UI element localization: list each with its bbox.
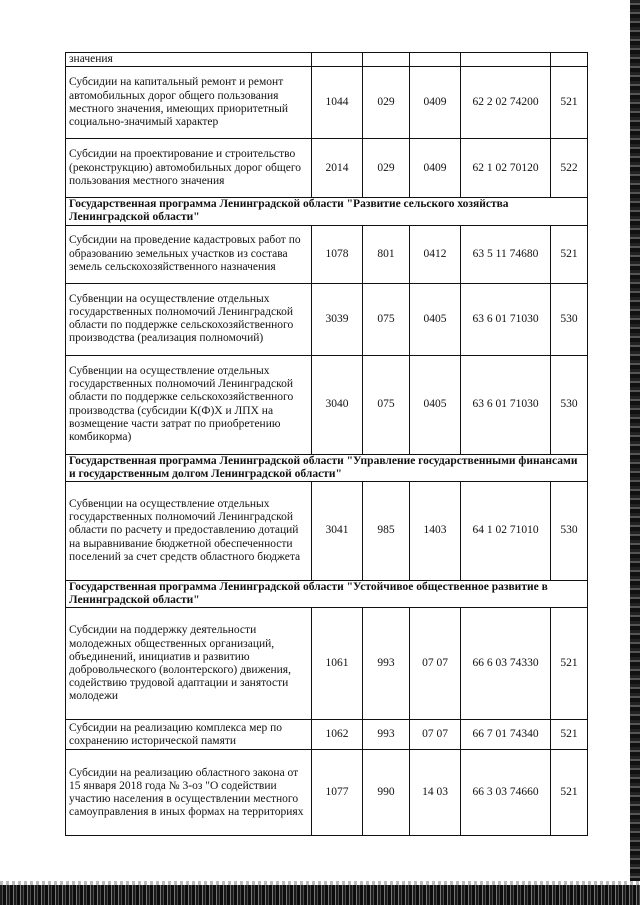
code-cell: 3039 (312, 283, 363, 355)
table-row (66, 283, 588, 355)
table-row (66, 67, 588, 139)
subsidy-name-cell: Субсидии на поддержку деятельности молодежных общественных организаций, объединений, инициатив и развитию добровольческого (волонтерского) движения, содействию трудовой адаптации и занятости молодежи (66, 608, 312, 720)
section-code-cell: 07 07 (410, 608, 461, 720)
code-cell: 2014 (312, 139, 363, 198)
target-article-cell: 66 7 01 74340 (461, 720, 551, 750)
expense-type-cell: 521 (551, 67, 588, 139)
table-row (66, 355, 588, 454)
section-row (66, 581, 588, 608)
section-code-cell: 0405 (410, 283, 461, 355)
expense-type-cell: 521 (551, 750, 588, 836)
expense-type-cell: 521 (551, 608, 588, 720)
program-title: Государственная программа Ленинградской области "Устойчивое общественное развитие в Ленинградской области" (66, 581, 588, 608)
table-row (66, 720, 588, 750)
program-title: Государственная программа Ленинградской области "Управление государственными финансами и государственным долгом Ленинградской области" (66, 454, 588, 481)
ministry-code-cell: 801 (363, 225, 410, 283)
code-cell: 1061 (312, 608, 363, 720)
subsidy-name-cell: значения (66, 53, 312, 67)
target-article-cell: 63 6 01 71030 (461, 355, 551, 454)
code-cell: 1044 (312, 67, 363, 139)
section-code-cell: 07 07 (410, 720, 461, 750)
section-code-cell: 0412 (410, 225, 461, 283)
table-body (66, 53, 588, 836)
code-cell (312, 53, 363, 67)
expense-type-cell: 530 (551, 482, 588, 581)
code-cell: 1062 (312, 720, 363, 750)
section-row (66, 454, 588, 481)
subsidy-name-cell: Субсидии на проведение кадастровых работ по образованию земельных участков из состава земель сельскохозяйственного назначения (66, 225, 312, 283)
ministry-code-cell: 029 (363, 139, 410, 198)
ministry-code-cell: 990 (363, 750, 410, 836)
table-row (66, 482, 588, 581)
target-article-cell: 62 1 02 70120 (461, 139, 551, 198)
target-article-cell: 62 2 02 74200 (461, 67, 551, 139)
expense-type-cell: 530 (551, 283, 588, 355)
expense-type-cell: 522 (551, 139, 588, 198)
table-row (66, 53, 588, 67)
ministry-code-cell: 993 (363, 720, 410, 750)
section-code-cell (410, 53, 461, 67)
subsidy-name-cell: Субсидии на реализацию комплекса мер по сохранению исторической памяти (66, 720, 312, 750)
section-code-cell: 0409 (410, 67, 461, 139)
table-row (66, 750, 588, 836)
ministry-code-cell: 029 (363, 67, 410, 139)
subsidy-name-cell: Субвенции на осуществление отдельных государственных полномочий Ленинградской области по расчету и предоставлению дотаций на выравнивание бюджетной обеспеченности поселений за счет средств областного бюджета (66, 482, 312, 581)
code-cell: 1077 (312, 750, 363, 836)
program-title: Государственная программа Ленинградской области "Развитие сельского хозяйства Ленинградской области" (66, 198, 588, 225)
scan-page-edge (630, 0, 640, 905)
target-article-cell: 66 6 03 74330 (461, 608, 551, 720)
table-row (66, 139, 588, 198)
ministry-code-cell: 993 (363, 608, 410, 720)
ministry-code-cell: 985 (363, 482, 410, 581)
ministry-code-cell: 075 (363, 355, 410, 454)
section-code-cell: 0405 (410, 355, 461, 454)
target-article-cell: 63 6 01 71030 (461, 283, 551, 355)
target-article-cell: 66 3 03 74660 (461, 750, 551, 836)
expense-type-cell (551, 53, 588, 67)
scan-bottom-edge (0, 885, 640, 905)
subsidy-name-cell: Субвенции на осуществление отдельных государственных полномочий Ленинградской области по поддержке сельскохозяйственного производства (субсидии К(Ф)Х и ЛПХ на возмещение части затрат по приобретению комбикорма) (66, 355, 312, 454)
expense-type-cell: 521 (551, 225, 588, 283)
section-code-cell: 0409 (410, 139, 461, 198)
target-article-cell: 64 1 02 71010 (461, 482, 551, 581)
code-cell: 3040 (312, 355, 363, 454)
expense-type-cell: 521 (551, 720, 588, 750)
code-cell: 3041 (312, 482, 363, 581)
subsidy-name-cell: Субсидии на проектирование и строительство (реконструкцию) автомобильных дорог общего пользования местного значения (66, 139, 312, 198)
budget-subsidies-table (65, 52, 588, 836)
table-row (66, 225, 588, 283)
table-row (66, 608, 588, 720)
section-code-cell: 1403 (410, 482, 461, 581)
target-article-cell (461, 53, 551, 67)
ministry-code-cell: 075 (363, 283, 410, 355)
subsidy-name-cell: Субсидии на реализацию областного закона от 15 января 2018 года № 3-оз "О содействии участию населения в осуществлении местного самоуправления в иных формах на территориях (66, 750, 312, 836)
subsidy-name-cell: Субвенции на осуществление отдельных государственных полномочий Ленинградской области по поддержке сельскохозяйственного производства (реализация полномочий) (66, 283, 312, 355)
section-code-cell: 14 03 (410, 750, 461, 836)
section-row (66, 198, 588, 225)
expense-type-cell: 530 (551, 355, 588, 454)
target-article-cell: 63 5 11 74680 (461, 225, 551, 283)
subsidy-name-cell: Субсидии на капитальный ремонт и ремонт автомобильных дорог общего пользования местного значения, имеющих приоритетный социально-значимый характер (66, 67, 312, 139)
code-cell: 1078 (312, 225, 363, 283)
ministry-code-cell (363, 53, 410, 67)
